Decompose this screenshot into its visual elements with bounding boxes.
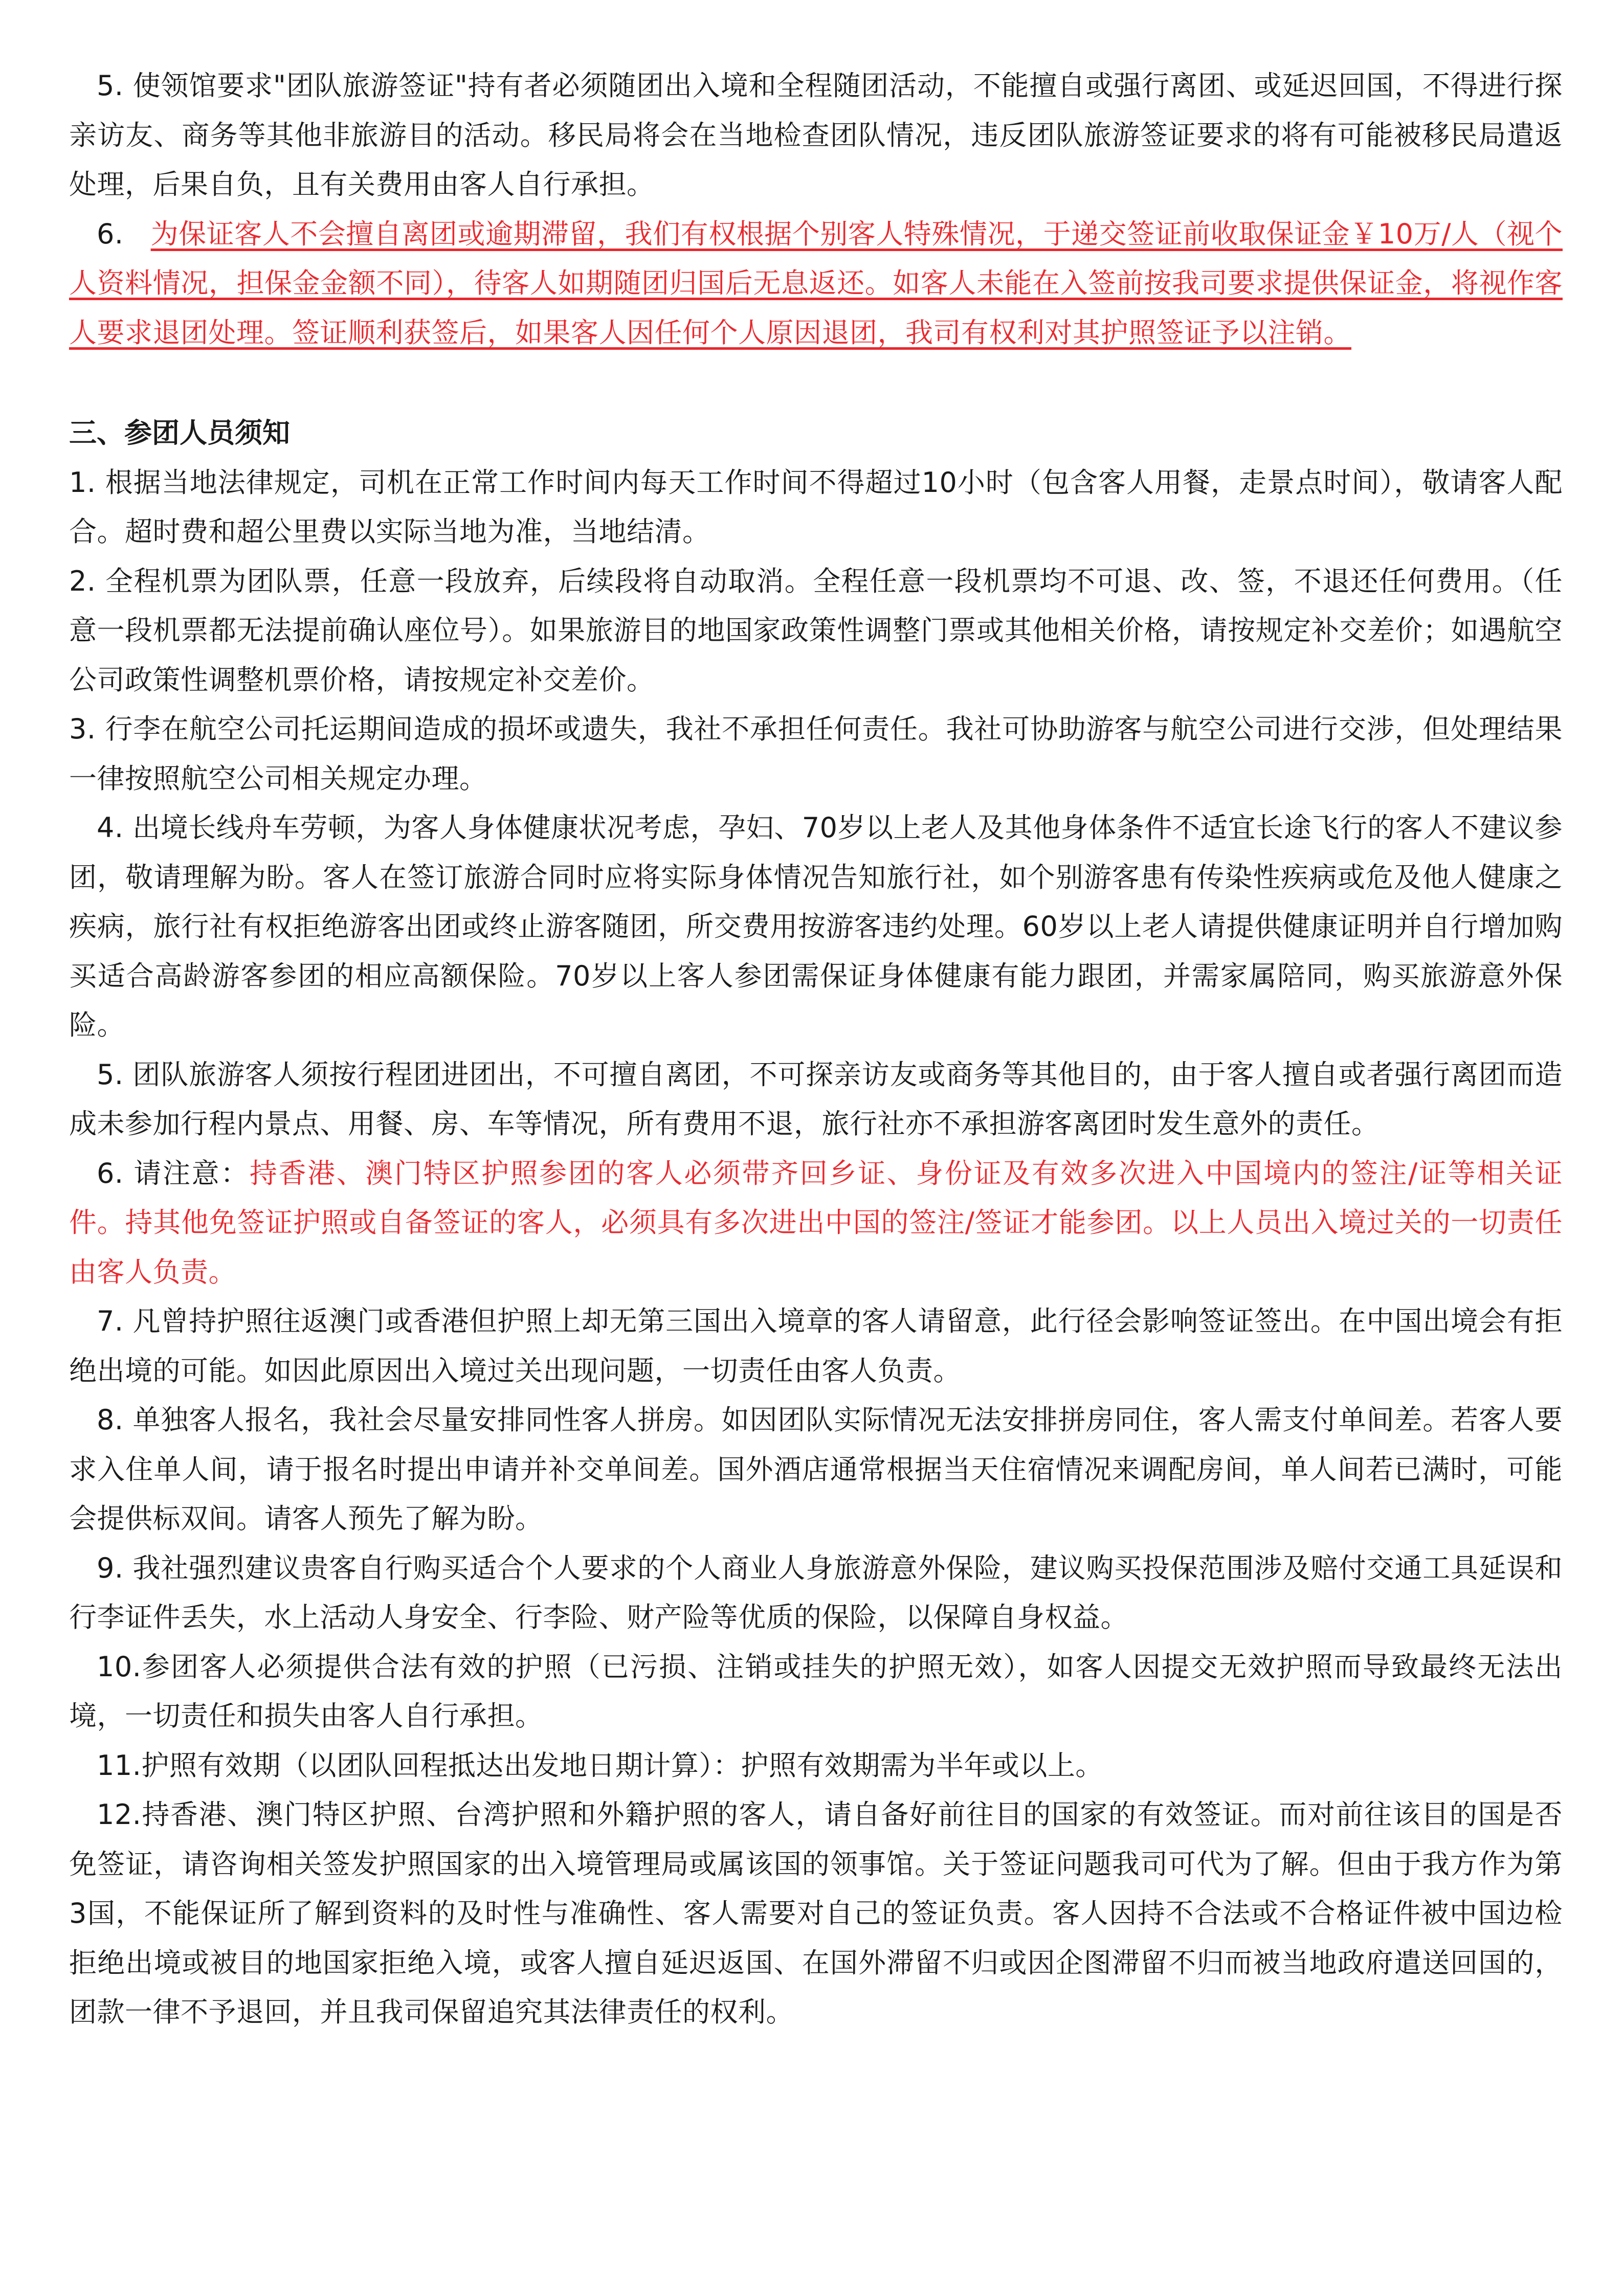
notice-item-7: 7. 凡曾持护照往返澳门或香港但护照上却无第三国出入境章的客人请留意，此行径会影响签证签出。在中国出境会有拒绝出境的可能。如因此原因出入境过关出现问题，一切责任由客人负责。	[69, 1305, 1563, 1387]
notice-item-8: 8. 单独客人报名，我社会尽量安排同性客人拼房。如因团队实际情况无法安排拼房同住，客人需支付单间差。若客人要求入住单人间，请于报名时提出申请并补交单间差。国外酒店通常根据当天住宿情况来调配房间，单人间若已满时，可能会提供标双间。请客人预先了解为盼。	[69, 1404, 1563, 1535]
notice-item-6-red-text: 持香港、澳门特区护照参团的客人必须带齐回乡证、身份证及有效多次进入中国境内的签注/证等相关证件。持其他免签证护照或自备签证的客人，必须具有多次进出中国的签注/签证才能参团。以上人员出入境过关的一切责任由客人负责。	[69, 1157, 1563, 1288]
section-title: 三、参团人员须知	[69, 417, 290, 449]
notice-item-12: 12.持香港、澳门特区护照、台湾护照和外籍护照的客人，请自备好前往目的国家的有效签证。而对前往该目的国是否免签证，请咨询相关签发护照国家的出入境管理局或属该国的领事馆。关于签证问题我司可代为了解。但由于我方作为第3国，不能保证所了解到资料的及时性与准确性、客人需要对自己的签证负责。客人因持不合法或不合格证件被中国边检拒绝出境或被目的地国家拒绝入境，或客人擅自延迟返国、在国外滞留不归或因企图滞留不归而被当地政府遣送回国的，团款一律不予退回，并且我司保留追究其法律责任的权利。	[69, 1798, 1563, 2028]
visa-item-6-number: 6.	[97, 217, 124, 250]
document-page	[69, 61, 1563, 2037]
notice-item-3: 3. 行李在航空公司托运期间造成的损坏或遗失，我社不承担任何责任。我社可协助游客与航空公司进行交涉，但处理结果一律按照航空公司相关规定办理。	[69, 713, 1563, 795]
notice-item-6-prefix: 6. 请注意：	[97, 1157, 250, 1189]
visa-item-5: 5. 使领馆要求"团队旅游签证"持有者必须随团出入境和全程随团活动，不能擅自或强行离团、或延迟回国，不得进行探亲访友、商务等其他非旅游目的活动。移民局将会在当地检查团队情况，违反团队旅游签证要求的将有可能被移民局遣返处理，后果自负，且有关费用由客人自行承担。	[69, 70, 1563, 200]
notice-item-5: 5. 团队旅游客人须按行程团进团出，不可擅自离团，不可探亲访友或商务等其他目的，由于客人擅自或者强行离团而造成未参加行程内景点、用餐、房、车等情况，所有费用不退，旅行社亦不承担游客离团时发生意外的责任。	[69, 1058, 1563, 1140]
visa-item-6	[69, 210, 1563, 358]
notice-item-9: 9. 我社强烈建议贵客自行购买适合个人要求的个人商业人身旅游意外保险，建议购买投保范围涉及赔付交通工具延误和行李证件丢失，水上活动人身安全、行李险、财产险等优质的保险，以保障自身权益。	[69, 1551, 1563, 1633]
visa-item-6-text: 为保证客人不会擅自离团或逾期滞留，我们有权根据个别客人特殊情况，于递交签证前收取保证金￥10万/人（视个人资料情况，担保金金额不同），待客人如期随团归国后无息返还。如客人未能在入签前按我司要求提供保证金，将视作客人要求退团处理。签证顺利获签后，如果客人因任何个人原因退团，我司有权利对其护照签证予以注销。	[69, 217, 1563, 349]
notice-item-11: 11.护照有效期（以团队回程抵达出发地日期计算）：护照有效期需为半年或以上。	[97, 1749, 1103, 1782]
notice-item-4: 4. 出境长线舟车劳顿，为客人身体健康状况考虑，孕妇、70岁以上老人及其他身体条件不适宜长途飞行的客人不建议参团，敬请理解为盼。客人在签订旅游合同时应将实际身体情况告知旅行社，如个别游客患有传染性疾病或危及他人健康之疾病，旅行社有权拒绝游客出团或终止游客随团，所交费用按游客违约处理。60岁以上老人请提供健康证明并自行增加购买适合高龄游客参团的相应高额保险。70岁以上客人参团需保证身体健康有能力跟团，并需家属陪同，购买旅游意外保险。	[69, 812, 1563, 1041]
notice-item-6	[69, 1149, 1563, 1297]
notice-item-2: 2. 全程机票为团队票，任意一段放弃，后续段将自动取消。全程任意一段机票均不可退、改、签，不退还任何费用。（任意一段机票都无法提前确认座位号）。如果旅游目的地国家政策性调整门票或其他相关价格，请按规定补交差价；如遇航空公司政策性调整机票价格，请按规定补交差价。	[69, 565, 1563, 696]
notice-item-1: 1. 根据当地法律规定，司机在正常工作时间内每天工作时间不得超过10小时（包含客人用餐，走景点时间），敬请客人配合。超时费和超公里费以实际当地为准，当地结清。	[69, 466, 1563, 548]
notice-item-10: 10.参团客人必须提供合法有效的护照（已污损、注销或挂失的护照无效），如客人因提交无效护照而导致最终无法出境，一切责任和损失由客人自行承担。	[69, 1650, 1563, 1732]
